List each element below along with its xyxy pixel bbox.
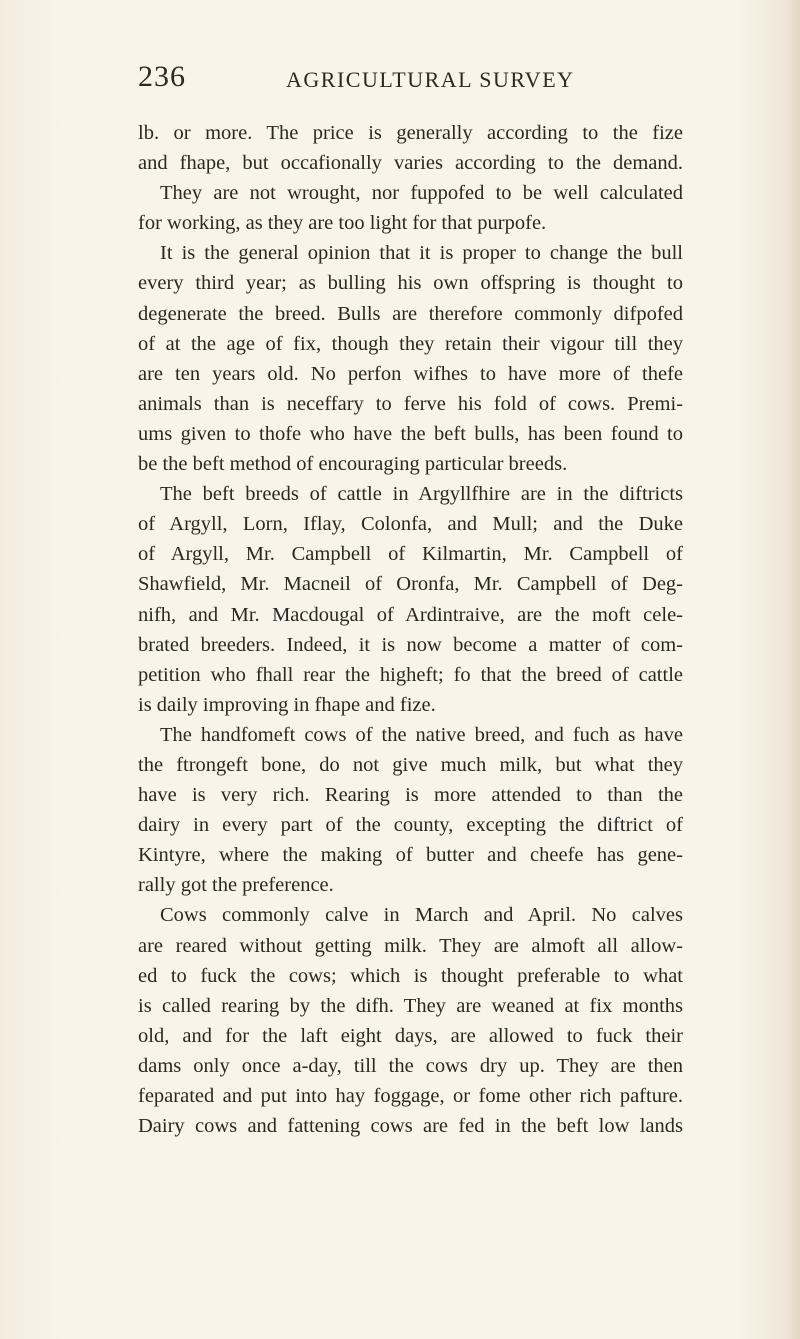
text-line: ed to fuck the cows; which is thought preferable to what [138,964,683,987]
text-line: for working, as they are too light for that purpofe. [138,212,547,235]
text-line: is daily improving in fhape and fize. [138,693,436,716]
text-line: and fhape, but occafionally varies according to the demand. [138,152,683,175]
text-line: the ftrongeft bone, do not give much milk, but what they [138,753,683,776]
running-title: AGRICULTURAL SURVEY [286,67,575,92]
text-line: The handfomeft cows of the native breed, and fuch as have [160,723,683,746]
text-line: ums given to thofe who have the beft bulls, has been found to [138,422,683,445]
text-line: rally got the preference. [138,874,334,897]
text-line: It is the general opinion that it is proper to change the bull [160,242,683,265]
text-line: dams only once a-day, till the cows dry up. They are then [138,1054,683,1077]
text-line: Cows commonly calve in March and April. No calves [160,904,683,927]
text-line: of Argyll, Mr. Campbell of Kilmartin, Mr. Campbell of [138,543,683,566]
text-line: dairy in every part of the county, excepting the diftrict of [138,814,683,837]
text-line: of Argyll, Lorn, Iflay, Colonfa, and Mull; and the Duke [138,513,683,536]
page-number: 236 [138,60,186,93]
text-line: is called rearing by the difh. They are weaned at fix months [138,994,683,1017]
text-line: petition who fhall rear the higheft; fo that the breed of cattle [138,663,683,686]
text-line: of at the age of fix, though they retain their vigour till they [138,332,683,355]
text-line: every third year; as bulling his own offspring is thought to [138,272,683,295]
text-line: animals than is neceffary to ferve his fold of cows. Premi- [138,392,683,415]
page-edge-shadow [784,0,800,1339]
text-line: be the beft method of encouraging particular breeds. [138,453,568,476]
text-line: are ten years old. No perfon wifhes to have more of thefe [138,362,683,385]
text-line: feparated and put into hay foggage, or fome other rich pafture. [138,1085,683,1107]
text-line: Kintyre, where the making of butter and cheefe has gene- [138,844,683,867]
text-line: nifh, and Mr. Macdougal of Ardintraive, are the moft cele- [138,603,683,626]
body-text [138,118,683,1141]
text-line: brated breeders. Indeed, it is now become a matter of com- [138,633,683,656]
text-line: They are not wrought, nor fuppofed to be well calculated [160,182,683,205]
text-line: Dairy cows and fattening cows are fed in the beft low lands [138,1115,683,1138]
text-line: lb. or more. The price is generally according to the fize [138,122,683,144]
text-line: old, and for the laft eight days, are allowed to fuck their [138,1024,683,1047]
text-line: have is very rich. Rearing is more attended to than the [138,784,683,807]
running-head [138,60,678,100]
text-line: are reared without getting milk. They are almoft all allow- [138,934,683,957]
text-line: Shawfield, Mr. Macneil of Oronfa, Mr. Campbell of Deg- [138,573,683,596]
text-line: The beft breeds of cattle in Argyllfhire are in the diftricts [160,483,683,506]
text-line: degenerate the breed. Bulls are therefore commonly difpofed [138,302,683,325]
